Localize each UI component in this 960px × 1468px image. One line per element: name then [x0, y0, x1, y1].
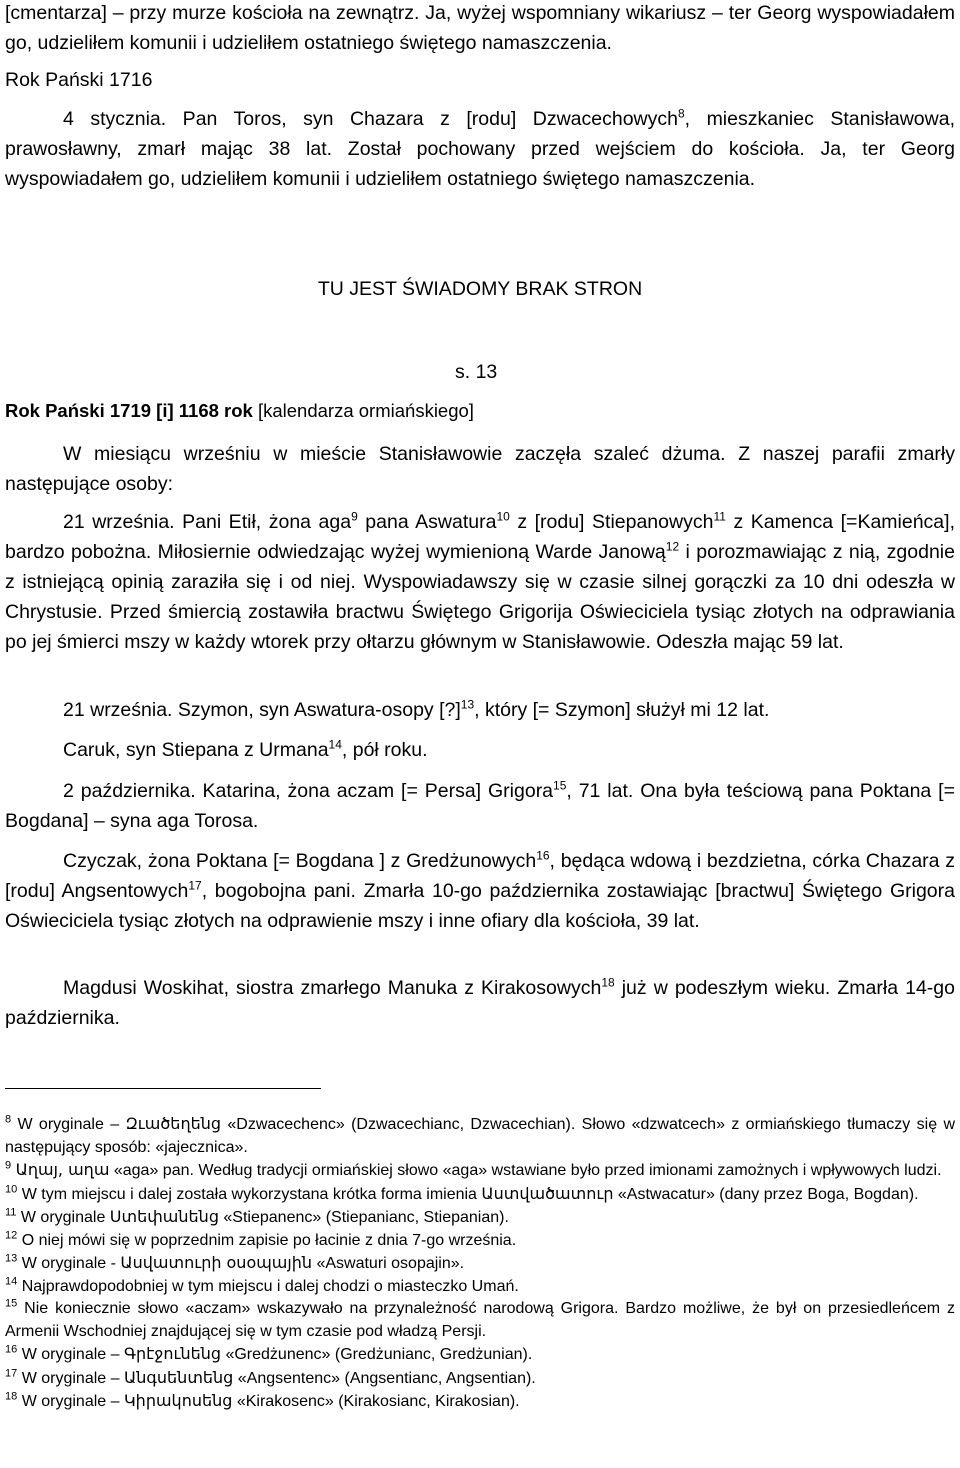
footnote-ref-16[interactable]: 16 — [536, 848, 550, 863]
footnote-ref-9[interactable]: 9 — [351, 509, 358, 524]
footnote-ref-17[interactable]: 17 — [188, 878, 202, 893]
footnote-11: $^{11}$ W oryginale Ստեփանենց «Stiepanenc» (Stiepanianc, Stiepanian). — [5, 1206, 509, 1226]
footnote-13: $^{13}$ W oryginale - Ասվատուրի օսօպային «Aswaturi osopajin». — [5, 1252, 465, 1272]
footnotes — [5, 1113, 955, 1414]
plague-intro: W miesiącu wrześniu w mieście Stanisławowie zaczęła szaleć dżuma. Z naszej parafii zmarły następujące osoby: — [5, 443, 955, 495]
footnote-8: $^8$ W oryginale – Զւածեղենց «Dzwacechenc» (Dzwacechianc, Dzwacechian). Słowo «dzwatcech» z ormiańskiego tłumaczy się w następujący sposób: «jajecznica». — [5, 1113, 956, 1156]
year-1719-heading: Rok Pański 1719 [i] 1168 rok [kalendarza ormiańskiego] — [5, 400, 474, 421]
entry-szymon: 21 września. Szymon, syn Aswatura-osopy [?]$^{13}$, który [= Szymon] służył mi 12 lat. — [63, 697, 770, 721]
footnote-ref-15[interactable]: 15 — [553, 778, 567, 793]
footnote-15: $^{15}$ Nie koniecznie słowo «aczam» wskazywało na przynależność narodową Grigora. Bardzo możliwe, że był on przesiedleńcem z Armenii Wschodniej znajdującej się w tym czasie pod władzą Persji. — [5, 1297, 955, 1340]
entry-katarina: 2 października. Katarina, żona aczam [= Persa] Grigora$^{15}$, 71 lat. Ona była teściową pana Poktana [= Bogdana] – syna aga Torosa. — [5, 778, 955, 832]
footnote-17: $^{17}$ W oryginale – Անգսենտենց «Angsentenc» (Angsentianc, Angsentian). — [5, 1367, 536, 1387]
footnote-ref-12[interactable]: 12 — [665, 539, 680, 554]
footnote-ref-13[interactable]: 13 — [460, 697, 475, 712]
footnote-14: $^{14}$ Najprawdopodobniej w tym miejscu i dalej chodzi o miasteczko Umań. — [5, 1275, 519, 1295]
footnote-ref-18[interactable]: 18 — [601, 975, 615, 990]
entry-magdusi: Magdusi Woskihat, siostra zmarłego Manuka z Kirakosowych$^{18}$ już w podeszłym wieku. Zmarła 14-go października. — [5, 975, 955, 1029]
entry-jan-4: 4 stycznia. Pan Toros, syn Chazara z [rodu] Dzwacechowych$^8$, mieszkaniec Stanisławowa, prawosławny, zmarł mając 38 lat. Został pochowany przed wejściem do kościoła. Ja, ter Georg wyspowiadałem go, udzieliłem komunii i udzieliłem ostatniego świętego namaszczenia. — [5, 106, 955, 190]
footnote-ref-11[interactable]: 11 — [713, 509, 726, 524]
entry-etil: 21 września. Pani Etił, żona aga$^9$ pana Aswatura$^{10}$ z [rodu] Stiepanowych$^{11}$ z Kamenca [=Kamieńca], bardzo pobożna. Miłosiernie odwiedzając wyżej wymienioną Warde Janową$^{12}$ i porozmawiając z nią, zgodnie z istniejącą opinią zaraziła się i od niej. Wyspowiadawszy się w czasie silnej gorączki za 10 dni odeszła w Chrystusie. Przed śmiercią zostawiła bractwu Świętego Grigorija Oświeciciela tysiąc złotych na odprawiania po jej śmierci mszy w każdy wtorek przy ołtarzu głównym w Stanisławowie. Odeszła mając 59 lat. — [5, 509, 955, 653]
footnote-18: $^{18}$ W oryginale – Կիրակոսենց «Kirakosenc» (Kirakosianc, Kirakosian). — [5, 1390, 520, 1410]
footnote-ref-10[interactable]: 10 — [496, 509, 510, 524]
footnote-separator — [5, 1088, 321, 1089]
entry-czyczak: Czyczak, żona Poktana [= Bogdana ] z Gredżunowych$^{16}$, będąca wdową i bezdzietna, córka Chazara z [rodu] Angsentowych$^{17}$, bogobojna pani. Zmarła 10-go października zostawiając [bractwu] Świętego Grigora Oświeciciela tysiąc złotych na odprawienie mszy i inne ofiary dla kościoła, 39 lat. — [5, 848, 955, 932]
year-1716-heading: Rok Pański 1716 — [5, 69, 153, 91]
footnote-9: $^9$ Աղայ, աղա «aga» pan. Według tradycji ormiańskiej słowo «aga» wstawiane było przed imionami zamożnych i wpływowych ludzi. — [5, 1159, 942, 1179]
footnote-ref-8[interactable]: 8 — [677, 106, 685, 121]
footnote-10: $^{10}$ W tym miejscu i dalej została wykorzystana krótka forma imienia Աստվածատուր «Astwacatur» (dany przez Boga, Bogdan). — [5, 1183, 919, 1203]
missing-pages-note: TU JEST ŚWIADOMY BRAK STRON — [317, 278, 643, 300]
continuation-paragraph: [cmentarza] – przy murze kościoła na zewnątrz. Ja, wyżej wspomniany wikariusz – ter Georg wyspowiadałem go, udzieliłem komunii i udzieliłem ostatniego świętego namaszczenia. — [5, 2, 955, 54]
entry-caruk: Caruk, syn Stiepana z Urmana$^{14}$, pół roku. — [63, 737, 428, 761]
footnote-16: $^{16}$ W oryginale – Գրէջունենց «Gredżunenc» (Gredżunianc, Gredżunian). — [5, 1343, 533, 1363]
footnote-12: $^{12}$ O niej mówi się w poprzednim zapisie po łacinie z dnia 7-go września. — [5, 1229, 517, 1249]
footnote-ref-14[interactable]: 14 — [328, 737, 342, 752]
page-number: s. 13 — [455, 361, 498, 383]
